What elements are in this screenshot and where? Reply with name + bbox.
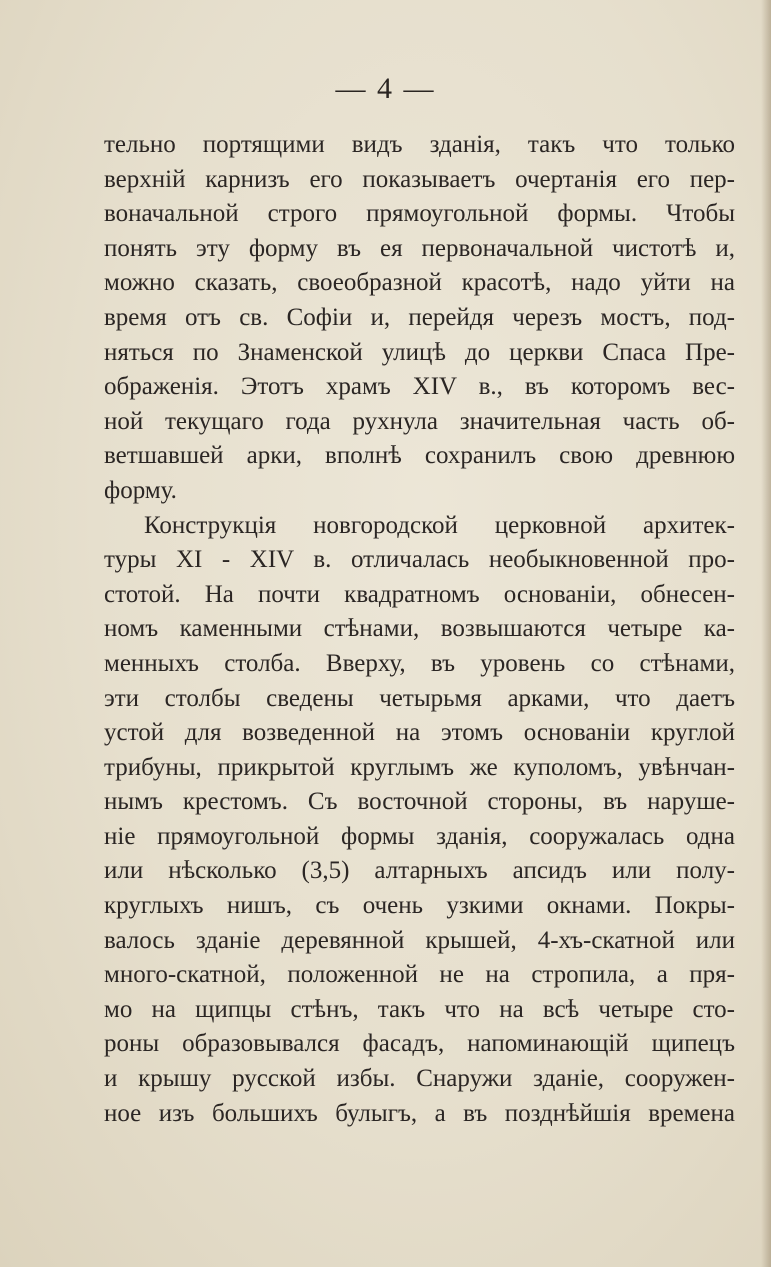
- text-line: воначальной строго прямоугольной формы. Чтобы: [104, 200, 735, 228]
- text-line: туры XI - XIV в. отличалась необыкновенной про-: [104, 546, 735, 574]
- text-line: ное изъ большихъ булыгъ, а въ позднѣйшія времена: [104, 1099, 735, 1127]
- text-line: нымъ крестомъ. Съ восточной стороны, въ наруше-: [104, 788, 735, 816]
- text-line: ображенія. Этотъ храмъ XIV в., въ которомъ вес-: [104, 373, 735, 401]
- text-line: или нѣсколько (3,5) алтарныхъ апсидъ или полу-: [104, 857, 735, 885]
- text-line: ветшавшей арки, вполнѣ сохранилъ свою древнюю: [104, 442, 735, 470]
- page-edge-shadow: [761, 0, 771, 1267]
- text-line: менныхъ столба. Вверху, въ уровень со стѣнами,: [104, 649, 735, 677]
- text-line: ніе прямоугольной формы зданія, сооружалась одна: [104, 822, 735, 850]
- text-line: много-скатной, положенной не на стропила, а пря-: [104, 961, 735, 989]
- text-line: круглыхъ нишъ, съ очень узкими окнами. Покры-: [104, 892, 735, 920]
- text-line: время отъ св. Софіи и, перейдя черезъ мостъ, под-: [104, 303, 735, 331]
- text-line: роны образовывался фасадъ, напоминающій щипецъ: [104, 1030, 735, 1058]
- text-line: валось зданіе деревянной крышей, 4-хъ-скатной или: [104, 926, 735, 954]
- body-text: [104, 128, 735, 1131]
- text-line: мо на щипцы стѣнъ, такъ что на всѣ четыре сто-: [104, 995, 735, 1023]
- text-line: номъ каменными стѣнами, возвышаются четыре ка-: [104, 615, 735, 643]
- text-line: устой для возведенной на этомъ основаніи круглой: [104, 719, 735, 747]
- paragraph-end-line: форму.: [104, 476, 177, 504]
- text-line: трибуны, прикрытой круглымъ же куполомъ, увѣнчан-: [104, 753, 735, 781]
- text-line: эти столбы сведены четырьмя арками, что даетъ: [104, 684, 735, 712]
- text-line: понять эту форму въ ея первоначальной чистотѣ и,: [104, 234, 735, 262]
- text-line: стотой. На почти квадратномъ основаніи, обнесен-: [104, 580, 735, 608]
- text-line: и крышу русской избы. Снаружи зданіе, сооружен-: [104, 1065, 735, 1093]
- text-line: верхній карнизъ его показываетъ очертанія его пер-: [104, 165, 735, 193]
- text-line: няться по Знаменской улицѣ до церкви Спаса Пре-: [104, 338, 735, 366]
- text-line: ной текущаго года рухнула значительная часть об-: [104, 407, 735, 435]
- text-line: можно сказать, своеобразной красотѣ, надо уйти на: [104, 269, 735, 297]
- page-number: — 4 —: [335, 72, 436, 105]
- text-line: тельно портящими видъ зданія, такъ что только: [104, 131, 735, 158]
- paragraph-start-line: Конструкція новгородской церковной архитек-: [144, 511, 735, 539]
